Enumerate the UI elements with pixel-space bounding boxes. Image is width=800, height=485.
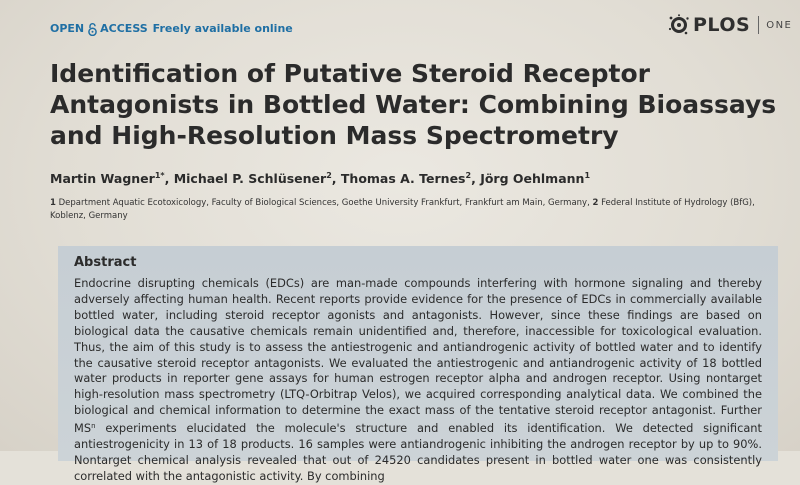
abstract-box <box>58 246 778 483</box>
freely-available-label: Freely available online <box>152 22 293 35</box>
author-name[interactable]: Michael P. Schlüsener <box>173 171 327 186</box>
affiliation-number: 1 <box>50 198 56 208</box>
journal-header <box>0 0 800 48</box>
affiliations <box>50 197 780 223</box>
abstract-superscript: n <box>91 422 96 431</box>
author-affil-marker: 2 <box>326 171 332 180</box>
plos-mark-icon <box>668 14 690 36</box>
author-affil-marker: 2 <box>465 171 472 180</box>
abstract-text <box>74 276 762 485</box>
journal-name: PLOS <box>693 14 751 36</box>
open-lock-icon <box>88 23 97 35</box>
author-name[interactable]: Thomas A. Ternes <box>340 171 466 186</box>
affiliation-number: 2 <box>592 198 599 208</box>
affiliation-text: Federal Institute of Hydrology (BfG), Koblenz, Germany <box>50 198 755 221</box>
author-name[interactable]: Jörg Oehlmann <box>480 171 585 186</box>
open-label: OPEN <box>50 22 85 35</box>
author-list: Martin Wagner$^{1*}$, Michael P. Schlüsener$^2$, Thomas A. Ternes$^2$, Jörg Oehlmann$^1$ <box>50 171 591 186</box>
affiliation-text: Department Aquatic Ecotoxicology, Faculty of Biological Sciences, Goethe University Frankfurt, Frankfurt am Main, Germany, <box>58 198 590 208</box>
abstract-text-part1: Endocrine disrupting chemicals (EDCs) are man-made compounds interfering with hormone signaling and thereby adversely affecting human health. Recent reports provide evidence for the presence of EDCs in commercially available bottled water, including steroid receptor agonists and antagonists. However, since these findings are based on biological data the causative chemicals remain unidentified and, therefore, inaccessible for toxicological evaluation. Thus, the aim of this study is to assess the antiestrogenic and antiandrogenic activity of bottled water and to identify the causative steroid receptor antagonists. We evaluated the antiestrogenic and antiandrogenic activity of 18 bottled water products in reporter gene assays for human estrogen receptor alpha and androgen receptor. Using nontarget high-resolution mass spectrometry (LTQ-Orbitrap Velos), we acquired corresponding analytical data. We combined the biological and chemical information to determine the exact mass of the tentative steroid receptor antagonist. Further MS <box>74 276 762 436</box>
article-title: Identification of Putative Steroid Receptor Antagonists in Bottled Water: Combining Bioassays and High-Resolution Mass Spectrometry <box>50 59 777 150</box>
abstract-heading: Abstract <box>74 255 137 270</box>
author-name[interactable]: Martin Wagner <box>50 171 155 186</box>
open-access-badge[interactable] <box>50 22 293 35</box>
journal-suffix: ONE <box>766 19 793 31</box>
plos-one-logo[interactable] <box>668 13 792 37</box>
access-label: ACCESS <box>100 22 148 35</box>
abstract-text-part2: experiments elucidated the molecule's structure and enabled its identification. We detected significant antiestrogenicity in 13 of 18 products. 16 samples were antiandrogenic inhibiting the androgen receptor by up to 90%. Nontarget chemical analysis revealed that out of 24520 candidates present in bottled water one was consistently correlated with the antagonistic activity. By combining <box>74 421 762 483</box>
author-affil-marker: 1* <box>154 171 165 180</box>
author-affil-marker: 1 <box>584 171 591 180</box>
logo-divider <box>758 16 759 34</box>
